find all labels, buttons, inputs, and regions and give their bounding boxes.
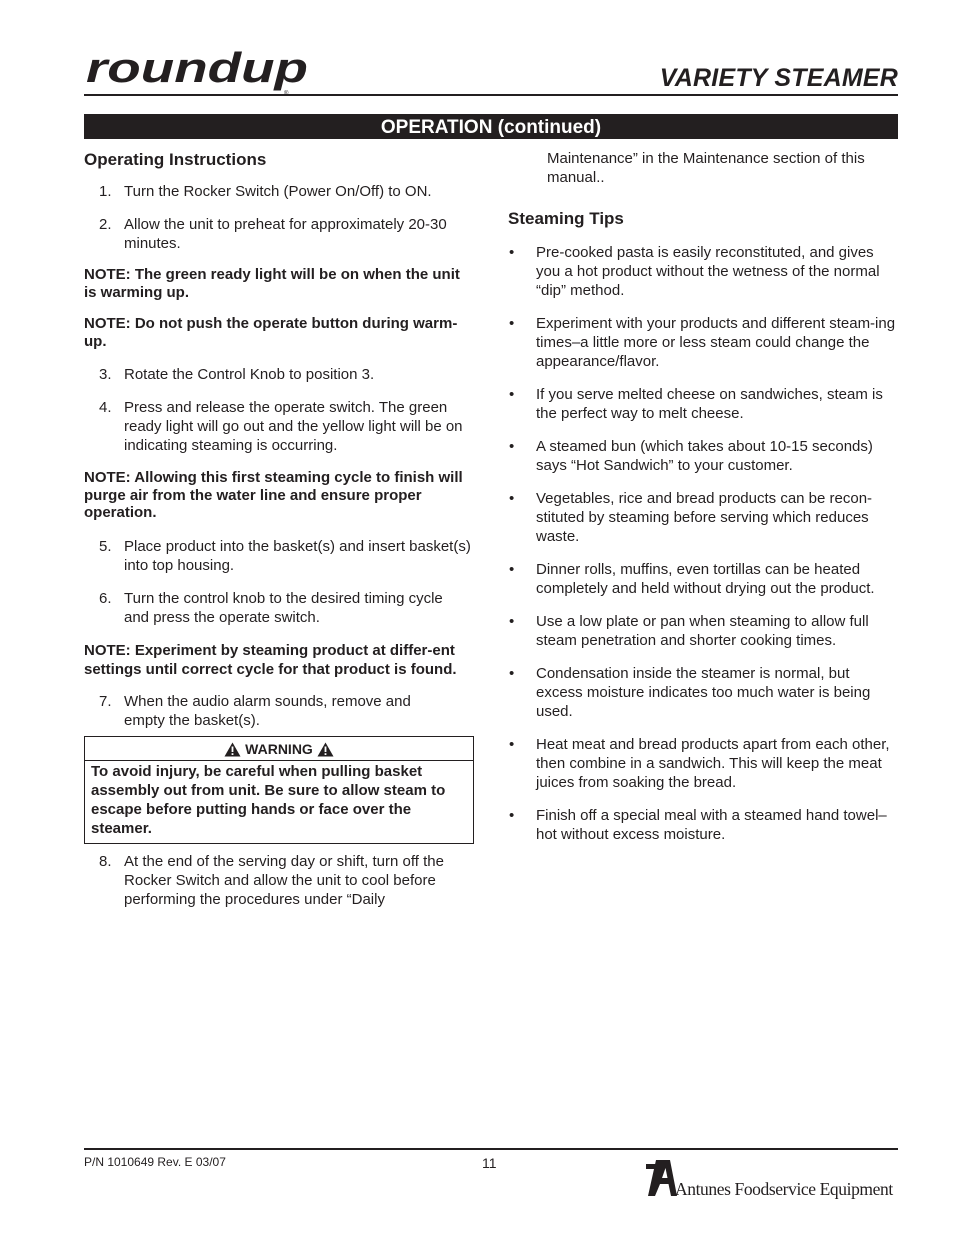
warning-box <box>84 736 474 844</box>
step-text: Press and release the operate switch. The green ready light will go out and the yellow light will be on indicating steaming is occurring. <box>124 399 463 454</box>
tip-text: Dinner rolls, muffins, even tortillas can be heated completely and held without drying out the product. <box>536 561 875 597</box>
step-item: 8. At the end of the serving day or shift, turn off the Rocker Switch and allow the unit to cool before performing the procedures under “Daily <box>99 852 444 908</box>
steps-group-c <box>84 537 476 627</box>
steaming-tips-list <box>508 243 900 844</box>
tip-item: • Vegetables, rice and bread products can be recon-stituted by steaming before serving which reduces waste. <box>509 490 873 545</box>
steaming-tips-heading: Steaming Tips <box>508 209 624 228</box>
roundup-logo <box>84 48 314 96</box>
step-item: 4. Press and release the operate switch. The green ready light will go out and the yellow light will be on indicating steaming is occurring. <box>99 399 463 454</box>
tip-item: • If you serve melted cheese on sandwiches, steam is the perfect way to melt cheese. <box>509 386 883 422</box>
operating-instructions-heading: Operating Instructions <box>84 150 267 169</box>
page-header <box>84 44 898 96</box>
tip-text: A steamed bun (which takes about 10-15 seconds) says “Hot Sandwich” to your customer. <box>536 438 873 474</box>
tip-item: • Dinner rolls, muffins, even tortillas can be heated completely and held without drying out the product. <box>509 561 875 597</box>
steps-group-e <box>84 852 476 909</box>
steps-group-a <box>84 182 476 253</box>
page-number: 11 <box>482 1155 497 1171</box>
tip-item: • Use a low plate or pan when steaming to allow full steam penetration and shorter cooking times. <box>509 613 869 649</box>
note-first-cycle: NOTE: Allowing this first steaming cycle to finish will purge air from the water line and ensure proper operation. <box>84 469 463 521</box>
step-text: Allow the unit to preheat for approximately 20-30 minutes. <box>124 216 447 252</box>
tip-item: • A steamed bun (which takes about 10-15 seconds) says “Hot Sandwich” to your customer. <box>509 438 873 474</box>
step-item: 5. Place product into the basket(s) and insert basket(s) into top housing. <box>99 537 471 574</box>
step-text: When the audio alarm sounds, remove and empty the basket(s). <box>124 692 411 729</box>
tip-item: • Heat meat and bread products apart from each other, then combine in a sandwich. This will keep the meat juices from soaking the bread. <box>509 736 890 791</box>
step-item: 3. Rotate the Control Knob to position 3. <box>99 366 375 383</box>
warning-label: WARNING <box>245 740 313 757</box>
tip-item: • Pre-cooked pasta is easily reconstituted, and gives you a hot product without the wetness of the normal “dip” method. <box>509 244 880 299</box>
left-column <box>84 150 476 923</box>
step-item: 6. Turn the control knob to the desired timing cycle and press the operate switch. <box>99 589 443 626</box>
section-banner: OPERATION (continued) <box>84 114 898 139</box>
note-experiment: NOTE: Experiment by steaming product at differ-ent settings until correct cycle for that product is found. <box>84 641 457 678</box>
antunes-company-name: Antunes Foodservice Equipment <box>675 1179 893 1199</box>
step-text: Rotate the Control Knob to position 3. <box>124 366 375 383</box>
step-continuation-text: Maintenance” in the Maintenance section of this manual.. <box>547 150 865 186</box>
step-text: At the end of the serving day or shift, turn off the Rocker Switch and allow the unit to cool before performing the procedures under “Daily <box>124 852 444 908</box>
svg-text:roundup: roundup <box>86 48 308 91</box>
tip-text: Pre-cooked pasta is easily reconstituted, and gives you a hot product without the wetness of the normal “dip” method. <box>536 244 880 299</box>
warning-triangle-icon <box>317 742 334 757</box>
step-text: Place product into the basket(s) and insert basket(s) into top housing. <box>124 537 471 574</box>
note-ready-light: NOTE: The green ready light will be on when the unit is warming up. <box>84 266 460 301</box>
right-column <box>508 150 900 858</box>
tip-text: Condensation inside the steamer is normal, but excess moisture indicates too much water is being used. <box>536 665 871 720</box>
tip-item: • Experiment with your products and different steam-ing times–a little more or less steam could change the appearance/flavor. <box>509 315 896 370</box>
step-item: 2. Allow the unit to preheat for approximately 20-30 minutes. <box>99 216 447 252</box>
note-warm-up: NOTE: Do not push the operate button during warm-up. <box>84 315 458 350</box>
tip-text: Experiment with your products and different steam-ing times–a little more or less steam could change the appearance/flavor. <box>536 315 896 370</box>
steps-group-b <box>84 365 476 455</box>
warning-text: To avoid injury, be careful when pulling basket assembly out from unit. Be sure to allow steam to escape before putting hands or face over the steamer. <box>91 762 446 837</box>
tip-text: If you serve melted cheese on sandwiches, steam is the perfect way to melt cheese. <box>536 386 883 422</box>
tip-item: • Condensation inside the steamer is normal, but excess moisture indicates too much water is being used. <box>509 665 871 720</box>
tip-text: Vegetables, rice and bread products can be recon-stituted by steaming before serving which reduces waste. <box>536 490 873 545</box>
warning-triangle-icon <box>224 742 241 757</box>
step-item: 7. When the audio alarm sounds, remove and empty the basket(s). <box>99 692 411 729</box>
step-text: Turn the Rocker Switch (Power On/Off) to ON. <box>124 183 432 200</box>
document-title: VARIETY STEAMER <box>659 64 898 92</box>
warning-header <box>85 737 473 761</box>
tip-text: Finish off a special meal with a steamed hand towel–hot without excess moisture. <box>536 807 887 843</box>
tip-text: Heat meat and bread products apart from each other, then combine in a sandwich. This will keep the meat juices from soaking the bread. <box>536 736 890 791</box>
tip-item: • Finish off a special meal with a steamed hand towel–hot without excess moisture. <box>509 807 887 843</box>
step-item: 1. Turn the Rocker Switch (Power On/Off) to ON. <box>99 183 432 200</box>
antunes-logo-mark <box>646 1158 678 1198</box>
part-number: P/N 1010649 Rev. E 03/07 <box>84 1155 226 1169</box>
steps-group-d <box>84 692 476 730</box>
svg-text:®: ® <box>284 91 289 96</box>
antunes-logo <box>646 1158 898 1200</box>
tip-text: Use a low plate or pan when steaming to allow full steam penetration and shorter cooking times. <box>536 613 869 649</box>
footer-rule <box>84 1148 898 1150</box>
step-text: Turn the control knob to the desired timing cycle and press the operate switch. <box>124 589 443 626</box>
